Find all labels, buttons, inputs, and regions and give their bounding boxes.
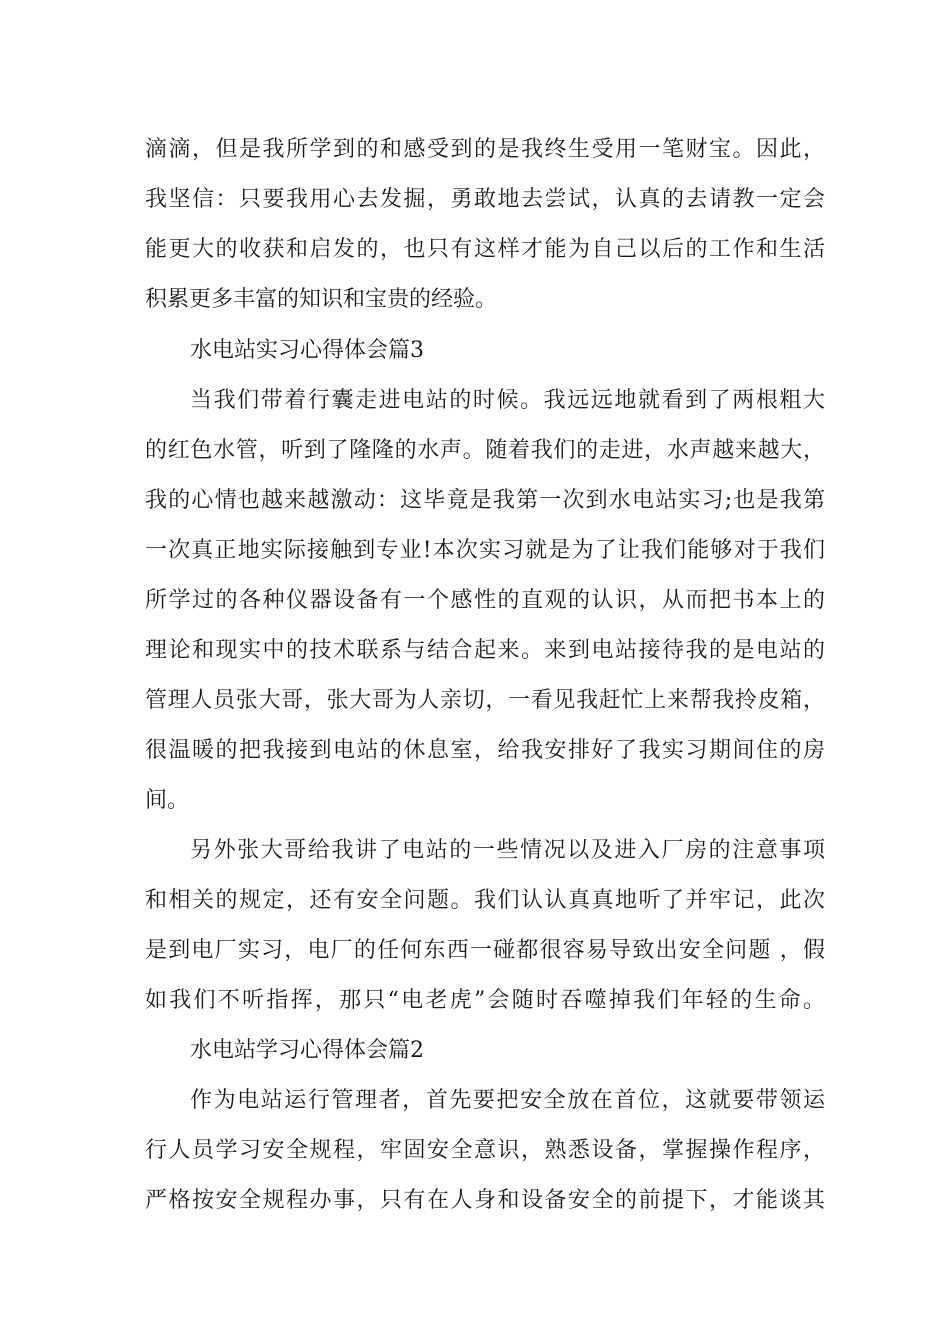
text-line: 很温暖的把我接到电站的休息室，给我安排好了我实习期间住的房 [145, 738, 827, 763]
text-line: 行人员学习安全规程，牢固安全意识，熟悉设备，掌握操作程序， [145, 1138, 827, 1163]
text-line: 滴滴，但是我所学到的和感受到的是我终生受用一笔财宝。因此， [145, 137, 827, 162]
text-line: 我坚信：只要我用心去发掘，勇敢地去尝试，认真的去请教一定会 [145, 187, 827, 212]
text-line: 另外张大哥给我讲了电站的一些情况以及进入厂房的注意事项 [190, 838, 827, 863]
text-line: 能更大的收获和启发的，也只有这样才能为自己以后的工作和生活 [145, 237, 827, 262]
text-line: 一次真正地实际接触到专业!本次实习就是为了让我们能够对于我们 [145, 538, 827, 563]
text-line: 管理人员张大哥，张大哥为人亲切，一看见我赶忙上来帮我拎皮箱， [145, 688, 826, 713]
text-line: 是到电厂实习，电厂的任何东西一碰都很容易导致出安全问题 ，假 [145, 938, 827, 963]
text-line: 理论和现实中的技术联系与结合起来。来到电站接待我的是电站的 [145, 638, 827, 663]
text-line: 当我们带着行囊走进电站的时候。我远远地就看到了两根粗大 [190, 388, 827, 413]
text-line: 我的心情也越来越激动：这毕竟是我第一次到水电站实习;也是我第 [145, 488, 827, 513]
text-line: 如我们不听指挥，那只“电老虎”会随时吞噬掉我们年轻的生命。 [145, 988, 828, 1013]
text-line: 所学过的各种仪器设备有一个感性的直观的认识，从而把书本上的 [145, 588, 827, 613]
text-line: 严格按安全规程办事，只有在人身和设备安全的前提下，才能谈其 [145, 1188, 827, 1213]
text-line: 积累更多丰富的知识和宝贵的经验。 [145, 287, 498, 312]
section-heading-3: 水电站实习心得体会篇3 [190, 338, 424, 363]
text-line: 的红色水管，听到了隆隆的水声。随着我们的走进，水声越来越大， [145, 438, 826, 463]
text-line: 作为电站运行管理者，首先要把安全放在首位，这就要带领运 [190, 1088, 827, 1113]
text-line: 和相关的规定，还有安全问题。我们认认真真地听了并牢记，此次 [145, 888, 827, 913]
section-heading-2: 水电站学习心得体会篇2 [190, 1038, 424, 1063]
text-line: 间。 [145, 788, 190, 813]
